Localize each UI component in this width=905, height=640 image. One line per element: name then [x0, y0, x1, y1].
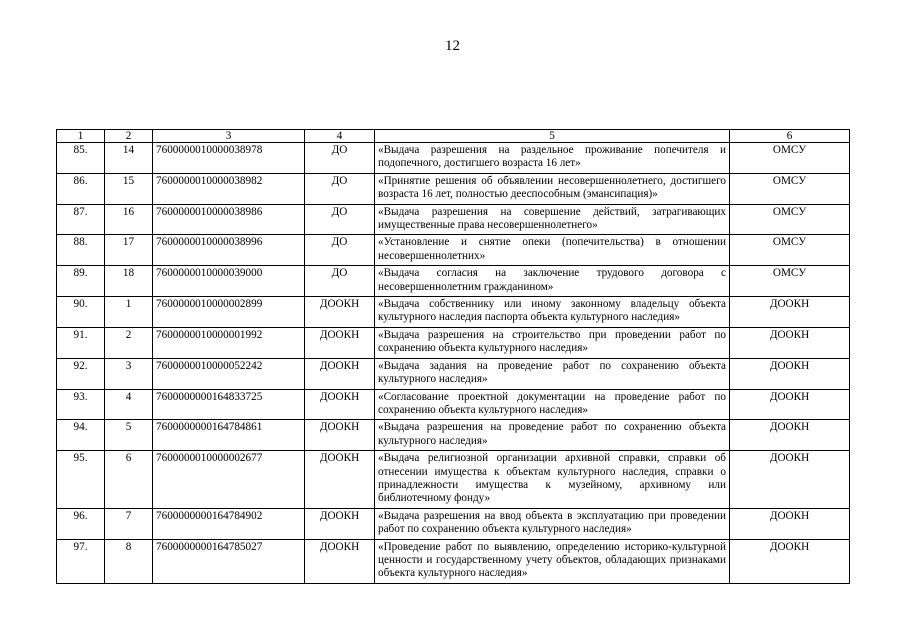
service-type: ДООКН: [305, 508, 375, 539]
row-subnumber: 15: [105, 173, 153, 204]
responsible-body: ДООКН: [730, 508, 850, 539]
service-name: «Выдача разрешения на раздельное проживание попечителя и подопечного, достигшего возраста 16 лет»: [375, 143, 730, 174]
row-subnumber: 3: [105, 358, 153, 389]
service-type: ДООКН: [305, 389, 375, 420]
row-subnumber: 7: [105, 508, 153, 539]
table-row: [57, 297, 850, 328]
row-number: 97.: [57, 539, 105, 583]
service-type: ДООКН: [305, 358, 375, 389]
responsible-body: ДООКН: [730, 420, 850, 451]
row-number: 87.: [57, 204, 105, 235]
service-type: ДО: [305, 143, 375, 174]
row-subnumber: 8: [105, 539, 153, 583]
table-row: [57, 389, 850, 420]
service-name: «Выдача разрешения на совершение действий, затрагивающих имущественные права несовершеннолетнего»: [375, 204, 730, 235]
table-row: [57, 420, 850, 451]
column-header: 6: [730, 130, 850, 143]
service-name: «Выдача разрешения на ввод объекта в эксплуатацию при проведении работ по сохранению объекта культурного наследия»: [375, 508, 730, 539]
responsible-body: ОМСУ: [730, 204, 850, 235]
table-row: [57, 235, 850, 266]
service-code: 7600000000164833725: [153, 389, 305, 420]
service-name: «Принятие решения об объявлении несовершеннолетнего, достигшего возраста 16 лет, полностью дееспособным (эмансипация)»: [375, 173, 730, 204]
column-header: 4: [305, 130, 375, 143]
responsible-body: ДООКН: [730, 451, 850, 509]
service-name: «Выдача разрешения на строительство при проведении работ по сохранению объекта культурного наследия»: [375, 327, 730, 358]
service-name: «Установление и снятие опеки (попечительства) в отношении несовершеннолетних»: [375, 235, 730, 266]
service-type: ДООКН: [305, 539, 375, 583]
responsible-body: ДООКН: [730, 327, 850, 358]
service-code: 7600000010000001992: [153, 327, 305, 358]
table-row: [57, 358, 850, 389]
row-subnumber: 17: [105, 235, 153, 266]
service-code: 7600000010000038978: [153, 143, 305, 174]
column-header: 1: [57, 130, 105, 143]
row-number: 93.: [57, 389, 105, 420]
service-code: 7600000010000039000: [153, 266, 305, 297]
table-row: [57, 143, 850, 174]
service-code: 7600000010000038986: [153, 204, 305, 235]
responsible-body: ДООКН: [730, 539, 850, 583]
service-code: 7600000000164784902: [153, 508, 305, 539]
table-row: [57, 266, 850, 297]
services-registry-table: [56, 129, 850, 584]
row-subnumber: 6: [105, 451, 153, 509]
service-name: «Выдача разрешения на проведение работ по сохранению объекта культурного наследия»: [375, 420, 730, 451]
service-code: 7600000010000002677: [153, 451, 305, 509]
service-code: 7600000010000038982: [153, 173, 305, 204]
row-number: 86.: [57, 173, 105, 204]
row-number: 91.: [57, 327, 105, 358]
service-name: «Выдача собственнику или иному законному владельцу объекта культурного наследия паспорта объекта культурного наследия»: [375, 297, 730, 328]
table-header-row: [57, 130, 850, 143]
row-subnumber: 5: [105, 420, 153, 451]
row-number: 90.: [57, 297, 105, 328]
service-type: ДООКН: [305, 451, 375, 509]
row-number: 88.: [57, 235, 105, 266]
row-subnumber: 16: [105, 204, 153, 235]
column-header: 3: [153, 130, 305, 143]
row-subnumber: 2: [105, 327, 153, 358]
row-number: 96.: [57, 508, 105, 539]
responsible-body: ОМСУ: [730, 266, 850, 297]
responsible-body: ДООКН: [730, 389, 850, 420]
row-number: 95.: [57, 451, 105, 509]
service-code: 7600000010000002899: [153, 297, 305, 328]
service-name: «Выдача согласия на заключение трудового договора с несовершеннолетним гражданином»: [375, 266, 730, 297]
responsible-body: ОМСУ: [730, 173, 850, 204]
service-code: 7600000000164785027: [153, 539, 305, 583]
responsible-body: ДООКН: [730, 358, 850, 389]
service-name: «Согласование проектной документации на проведение работ по сохранению объекта культурного наследия»: [375, 389, 730, 420]
service-code: 7600000010000052242: [153, 358, 305, 389]
service-type: ДООКН: [305, 327, 375, 358]
row-number: 94.: [57, 420, 105, 451]
service-type: ДО: [305, 266, 375, 297]
table-row: [57, 173, 850, 204]
service-type: ДО: [305, 173, 375, 204]
service-type: ДО: [305, 235, 375, 266]
row-subnumber: 1: [105, 297, 153, 328]
column-header: 2: [105, 130, 153, 143]
row-subnumber: 4: [105, 389, 153, 420]
service-name: «Проведение работ по выявлению, определению историко-культурной ценности и государственному учету объектов, обладающих признаками объекта культурного наследия»: [375, 539, 730, 583]
service-type: ДО: [305, 204, 375, 235]
row-subnumber: 18: [105, 266, 153, 297]
service-type: ДООКН: [305, 297, 375, 328]
responsible-body: ОМСУ: [730, 235, 850, 266]
page-number: 12: [445, 38, 460, 54]
service-type: ДООКН: [305, 420, 375, 451]
table-row: [57, 204, 850, 235]
service-name: «Выдача задания на проведение работ по сохранению объекта культурного наследия»: [375, 358, 730, 389]
table-row: [57, 539, 850, 583]
column-header: 5: [375, 130, 730, 143]
row-subnumber: 14: [105, 143, 153, 174]
table-row: [57, 451, 850, 509]
responsible-body: ОМСУ: [730, 143, 850, 174]
table-row: [57, 508, 850, 539]
row-number: 92.: [57, 358, 105, 389]
row-number: 89.: [57, 266, 105, 297]
service-code: 7600000000164784861: [153, 420, 305, 451]
service-name: «Выдача религиозной организации архивной справки, справки об отнесении имущества к объектам культурного наследия, справки о принадлежности имущества к музейному, архивному или библиотечному фонду»: [375, 451, 730, 509]
responsible-body: ДООКН: [730, 297, 850, 328]
table-row: [57, 327, 850, 358]
service-code: 7600000010000038996: [153, 235, 305, 266]
row-number: 85.: [57, 143, 105, 174]
